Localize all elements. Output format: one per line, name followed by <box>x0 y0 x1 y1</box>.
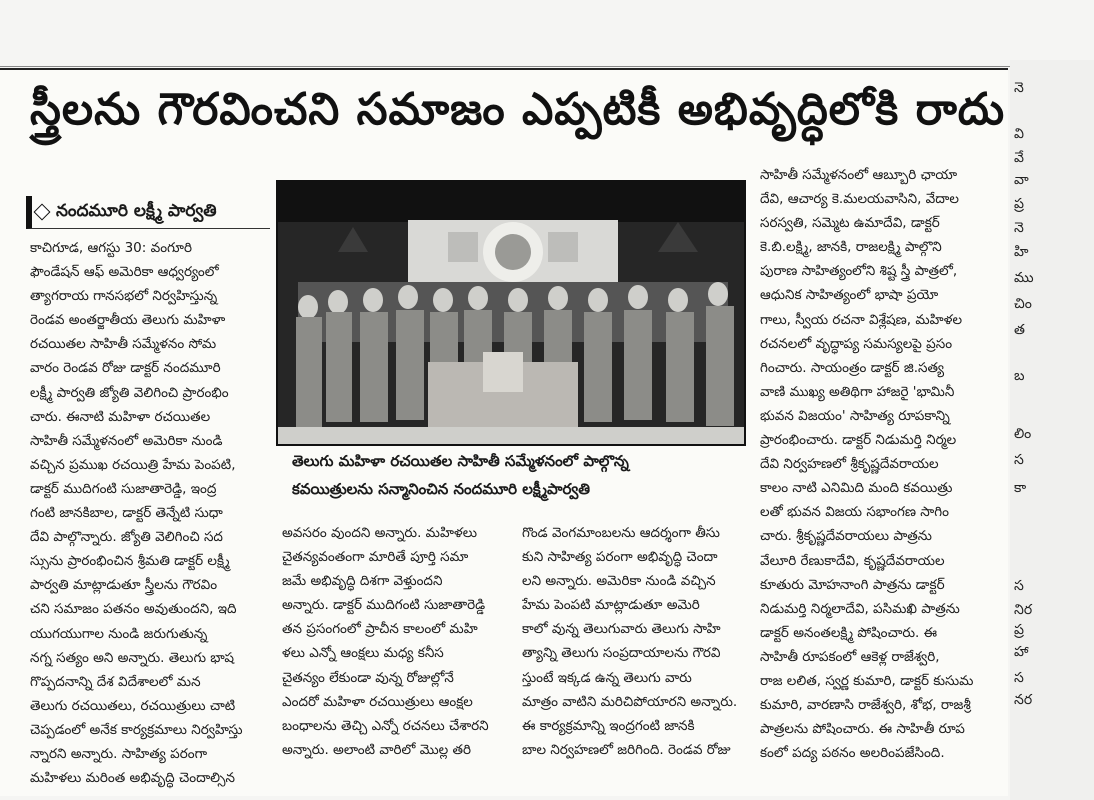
caption-line-2: కవయిత్రులను సన్మానించిన నందమూరి లక్ష్మీపార్వతి <box>292 480 590 498</box>
article-line: మహిళలు మరింత అభివృద్ధి చెందాల్సిన <box>30 770 235 787</box>
article-line: యుగయుగాల నుండి జరుగుతున్న <box>30 625 208 642</box>
article-line: చెప్పడంలో అనేక కార్యక్రమాలు నిర్వహిస్తు <box>30 721 243 738</box>
article-line: సరస్వతి, సమ్మెట ఉమాదేవి, డాక్టర్ <box>760 215 940 232</box>
article-line: చని సమాజం పతనం అవుతుందని, ఇది <box>30 601 237 618</box>
article-line: త్యాగరాయ గానసభలో నిర్వహిస్తున్న <box>30 288 218 305</box>
adjacent-article-fragment: ప్ర <box>1014 622 1024 638</box>
article-line: చైతన్యవంతంగా మారితే పూర్తి సమా <box>282 549 469 566</box>
fold-line <box>0 66 1094 67</box>
article-column-1 <box>30 236 270 790</box>
article-line: రచయితల సాహితీ సమ్మేళనం సోమ <box>30 336 217 353</box>
article-line: కాలో వున్న తెలుగువారు తెలుగు సాహి <box>522 621 721 638</box>
byline <box>26 196 270 229</box>
article-line: సాహితీ సమ్మేళనంలో అమెరికా నుండి <box>30 432 223 449</box>
article-line: లతో భువన విజయ సభాంగణ సాగిం <box>760 504 949 521</box>
adjacent-article-strip <box>1010 60 1094 800</box>
event-photo <box>276 180 746 446</box>
article-line: తెలుగు రచయితలు, రచయిత్రులు చాటి <box>30 697 236 714</box>
adjacent-article-fragment: వే <box>1014 150 1024 166</box>
article-line: అవసరం వుందని అన్నారు. మహిళలు <box>282 525 477 541</box>
article-line: ఎందరో మహిళా రచయిత్రులు ఆంక్షల <box>282 693 473 710</box>
article-line: కాలం నాటి ఎనిమిది మంది కవయిత్రు <box>760 480 953 497</box>
article-line: రచనలలో వృద్ధాప్య సమస్యలపై ప్రసం <box>760 335 953 352</box>
adjacent-article-fragment: హా <box>1014 644 1029 660</box>
adjacent-article-fragment: కా <box>1014 480 1027 496</box>
article-line: లక్ష్మీ పార్వతి జ్యోతి వెలిగించి ప్రారంభిం <box>30 384 229 401</box>
article-line: ళలు ఎన్నో ఆంక్షలు మధ్య కనీస <box>282 645 444 662</box>
article-line: రెండవ అంతర్జాతీయ తెలుగు మహిళా <box>30 312 226 329</box>
adjacent-article-fragment: నె <box>1014 80 1024 96</box>
article-line: ఫౌండేషన్ ఆఫ్ అమెరికా ఆధ్వర్యంలో <box>30 264 219 281</box>
article-line: కుని సాహిత్య పరంగా అభివృద్ధి చెందా <box>522 549 718 566</box>
diamond-icon <box>34 204 51 221</box>
article-line: వచ్చిన ప్రముఖ రచయిత్రి హేమ పెంపటి, <box>30 456 236 473</box>
article-column-3 <box>522 521 752 762</box>
article-line: డాక్టర్ అనంతలక్ష్మి పోషించారు. ఈ <box>760 624 938 641</box>
article-line: బంధాలను తెచ్చి ఎన్నో రచనలు చేశారని <box>282 717 489 734</box>
article-line: డాక్టర్ ముదిగంటి సుజాతారెడ్డి, ఇంద్ర <box>30 480 217 497</box>
article-line: సాహితీ రూపకంలో ఆకెళ్ల రాజేశ్వరి, <box>760 648 940 665</box>
photo-caption <box>276 446 746 508</box>
article-column-4 <box>760 163 1000 765</box>
adjacent-article-fragment: త <box>1014 322 1025 338</box>
article-line: చారు. ఈనాటి మహిళా రచయితల <box>30 408 211 425</box>
article-line: వేలూరి రేణుకాదేవి, కృష్ణదేవరాయల <box>760 552 945 569</box>
article-line: గొప్పదనాన్ని దేశ విదేశాలలో మన <box>30 673 201 690</box>
article-line: పురాణ సాహిత్యంలోని శిష్ట స్త్రీ పాత్రలో, <box>760 263 958 280</box>
adjacent-article-fragment: ము <box>1014 270 1034 286</box>
adjacent-article-fragment: హి <box>1014 244 1029 260</box>
article-line: భువన విజయం' సాహిత్య రూపకాన్ని <box>760 407 950 424</box>
article-line: జమే అభివృద్ధి దిశగా వెళ్తుందని <box>282 573 443 590</box>
adjacent-article-fragment: నె <box>1014 220 1024 236</box>
article-column-2 <box>282 521 514 762</box>
adjacent-article-fragment: చిం <box>1014 296 1032 312</box>
article-line: గించారు. సాయంత్రం డాక్టర్ జి.సత్య <box>760 359 945 376</box>
article-line: అన్నారు. డాక్టర్ ముదిగంటి సుజాతారెడ్డి <box>282 597 486 614</box>
article-line: చైతన్యం లేకుండా వున్న రోజుల్లోనే <box>282 669 454 686</box>
article-line: ఆధునిక సాహిత్యంలో భాషా ప్రయో <box>760 287 939 304</box>
adjacent-article-fragment: స <box>1014 452 1024 468</box>
article-line: పార్వతి మాట్లాడుతూ స్త్రీలను గౌరవిం <box>30 577 218 594</box>
adjacent-article-fragment: ప్ర <box>1014 196 1024 212</box>
article-line: తన ప్రసంగంలో ప్రాచీన కాలంలో మహి <box>282 621 478 638</box>
article-line: త్యాన్ని తెలుగు సంప్రదాయాలను గౌరవి <box>522 645 721 662</box>
article-line: మాత్రం వాటిని మరిచిపోయారని అన్నారు. <box>522 693 738 710</box>
article-line: చారు. శ్రీకృష్ణదేవరాయలు పాత్రను <box>760 528 932 545</box>
article-line: స్తుంటే ఇక్కడ ఉన్న తెలుగు వారు <box>522 669 692 686</box>
byline-name: నందమూరి లక్ష్మీ పార్వతి <box>56 201 217 221</box>
article-line: దేవి, ఆచార్య కె.మలయవాసిని, వేదాల <box>760 191 959 208</box>
article-line: న్నారని అన్నారు. సాహిత్య పరంగా <box>30 745 208 762</box>
article-line: హేమ పెంపటి మాట్లాడుతూ అమెరి <box>522 597 700 614</box>
article-line: సాహితీ సమ్మేళనంలో ఆబ్బూరి ఛాయా <box>760 167 958 183</box>
article-line: వారం రెండవ రోజు డాక్టర్ నందమూరి <box>30 360 221 377</box>
adjacent-article-fragment: బ <box>1014 368 1025 384</box>
article-line: నగ్న సత్యం అని అన్నారు. తెలుగు భాష <box>30 649 234 666</box>
article-line: ప్రారంభించారు. డాక్టర్ నిడుమర్తి నిర్మల <box>760 432 957 449</box>
article-line: కాచిగూడ, ఆగస్టు 30: వంగూరి <box>30 240 192 256</box>
article-line: రాజ లలిత, స్వర్ణ కుమారి, డాక్టర్ కుసుమ <box>760 672 974 689</box>
article-line: నిడుమర్తి నిర్మలాదేవి, పసిమఖి పాత్రను <box>760 600 960 617</box>
article-line: దేవి నిర్వహణలో శ్రీకృష్ణదేవరాయల <box>760 456 939 473</box>
article-line: గొండ వెంగమాంబలను ఆదర్శంగా తీసు <box>522 525 720 541</box>
article-line: దేవి పాల్గొన్నారు. జ్యోతి వెలిగించి సద <box>30 529 223 546</box>
article-line: స్సును ప్రారంభించిన శ్రీమతి డాక్టర్ లక్ష్మీ <box>30 553 230 570</box>
adjacent-article-fragment: స <box>1014 670 1024 686</box>
adjacent-article-fragment: వా <box>1014 172 1029 188</box>
adjacent-article-fragment: లిం <box>1014 426 1032 442</box>
article-line: గాలు, స్వీయ రచనా విశ్లేషణ, మహిళల <box>760 311 963 328</box>
article-line: ఈ కార్యక్రమాన్ని ఇంద్రగంటి జానకి <box>522 717 695 734</box>
article-line: అన్నారు. అలాంటి వారిలో మొల్ల తరి <box>282 741 472 758</box>
article-line: గంటి జానకిబాల, డాక్టర్ తెన్నేటి సుధా <box>30 505 223 522</box>
adjacent-article-fragment: నిర <box>1014 602 1033 618</box>
article-line: పాత్రలను పోషించారు. ఈ సాహితీ రూప <box>760 721 965 738</box>
adjacent-article-fragment: వి <box>1014 126 1024 142</box>
article-line: లని అన్నారు. అమెరికా నుండి వచ్చిన <box>522 573 716 590</box>
caption-line-1: తెలుగు మహిళా రచయితల సాహితీ సమ్మేళనంలో పాల్గొన్న <box>292 452 629 470</box>
article-line: వాణి ముఖ్య అతిథిగా హాజరై 'భామినీ <box>760 383 955 400</box>
article-line: కె.బి.లక్ష్మి, జానకి, రాజలక్ష్మి పాల్గొని <box>760 239 942 256</box>
article-line: బాల నిర్వహణలో జరిగింది. రెండవ రోజు <box>522 741 731 758</box>
article-line: కుమారి, వారణాసి రాజేశ్వరి, శోభ, రాజశ్రీ <box>760 697 971 714</box>
event-photo-illustration <box>278 182 744 444</box>
adjacent-article-fragment: స <box>1014 578 1024 594</box>
adjacent-article-fragment: నర <box>1014 692 1033 708</box>
headline: స్త్రీలను గౌరవించని సమాజం ఎప్పటికీ అభివృద్ధిలోకి రాదు <box>30 84 1006 135</box>
article-line: కంలో పద్య పఠనం అలరింపజేసింది. <box>760 745 945 762</box>
article-line: కూతురు మోహనాంగి పాత్రను డాక్టర్ <box>760 576 945 593</box>
